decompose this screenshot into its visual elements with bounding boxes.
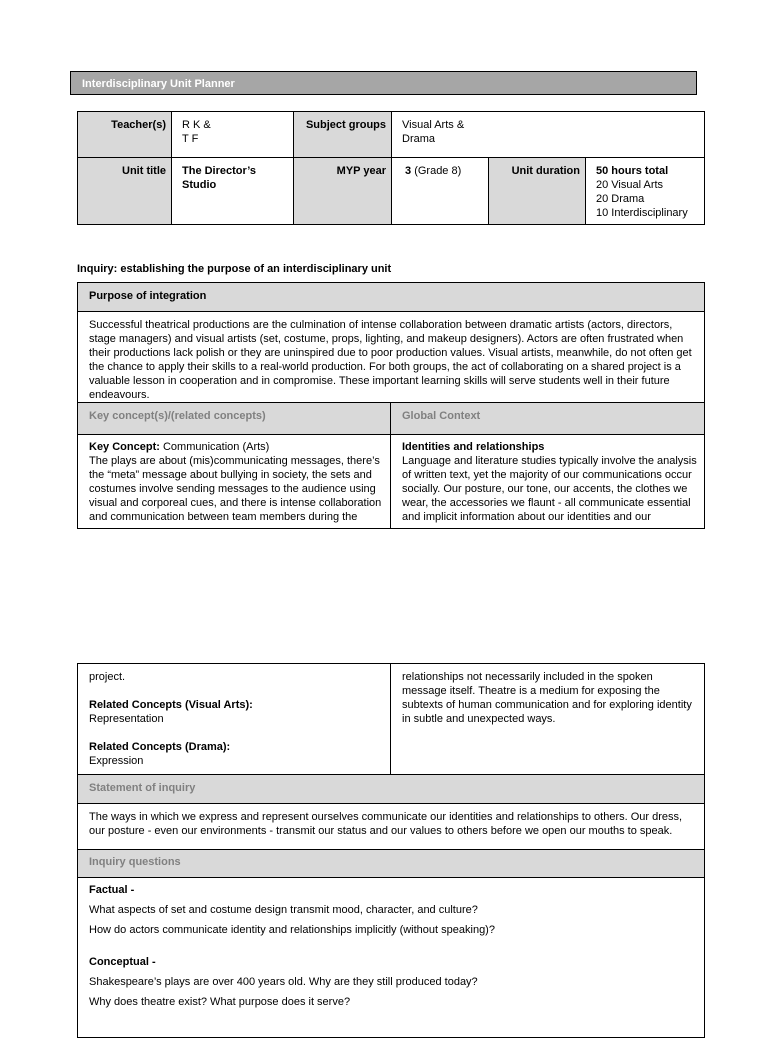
factual-label: Factual - — [89, 884, 135, 896]
duration-line: 20 Drama — [596, 193, 645, 205]
factual-question: What aspects of set and costume design transmit mood, character, and culture? — [89, 904, 478, 916]
teacher-value — [172, 112, 294, 158]
subject-line: Drama — [402, 133, 436, 145]
myp-grade: (Grade 8) — [414, 165, 462, 177]
teacher-line: T F — [182, 133, 199, 145]
conceptual-question: Shakespeare’s plays are over 400 years old. Why are they still produced today? — [89, 976, 478, 988]
duration-line: 20 Visual Arts — [596, 179, 664, 191]
statement-of-inquiry-text: The ways in which we express and represent ourselves communicate our identities and relationships to others. Our dress, our posture - even our environments - transmit our status and our values to others before we open our mouths to speak. — [78, 804, 705, 850]
related-concepts-visual-value: Representation — [89, 713, 164, 725]
unit-title-label: Unit title — [78, 158, 172, 225]
global-context-text: Language and literature studies typically involve the analysis of written text, yet the majority of our communications occur socially. Our posture, our tone, our accents, the clothes we wear, the accessories we flaunt - all communicate essential and implicit information about our identities and our — [402, 455, 697, 523]
teacher-label: Teacher(s) — [78, 112, 172, 158]
duration-total: 50 hours total — [596, 165, 669, 177]
global-context-text-continued: relationships not necessarily included in the spoken message itself. Theatre is a medium for exposing the subtexts of human communication and for exploring identity in subtle and unexpected ways. — [402, 671, 692, 725]
purpose-of-integration-label: Purpose of integration — [78, 283, 705, 312]
conceptual-question: Why does theatre exist? What purpose does it serve? — [89, 996, 351, 1008]
unit-duration-value — [586, 158, 705, 225]
conceptual-label: Conceptual - — [89, 956, 156, 968]
related-concepts-drama-value: Expression — [89, 755, 144, 767]
myp-year-label: MYP year — [294, 158, 392, 225]
unit-info-table — [77, 111, 705, 225]
inquiry-table-part2 — [77, 663, 705, 1038]
unit-title-line: Studio — [182, 179, 217, 191]
factual-question: How do actors communicate identity and relationships implicitly (without speaking)? — [89, 924, 495, 936]
global-context-cell-continued — [391, 664, 705, 775]
global-context-label: Global Context — [391, 403, 705, 435]
unit-duration-label: Unit duration — [489, 158, 586, 225]
key-concept-text: The plays are about (mis)communicating messages, there’s the “meta” message about bullying in society, the sets and costumes involve sending messages to the audience using visual and corporeal cues, and there is intense collaboration and communication between team members during the — [89, 455, 382, 523]
key-concept-cell-continued — [78, 664, 391, 775]
subject-groups-value — [392, 112, 705, 158]
key-concepts-label: Key concept(s)/(related concepts) — [78, 403, 391, 435]
global-context-title: Identities and relationships — [402, 441, 545, 453]
inquiry-table-part1 — [77, 282, 705, 529]
inquiry-questions-label: Inquiry questions — [78, 850, 705, 878]
key-concept-line — [89, 440, 385, 454]
inquiry-questions-cell — [78, 878, 705, 1038]
subject-groups-label: Subject groups — [294, 112, 392, 158]
key-concept-prefix: Key Concept: — [89, 441, 160, 453]
statement-of-inquiry-label: Statement of inquiry — [78, 775, 705, 804]
teacher-line: R K & — [182, 119, 211, 131]
unit-planner-title: Interdisciplinary Unit Planner — [70, 71, 697, 95]
myp-year-number: 3 — [405, 165, 412, 177]
unit-title-line: The Director’s — [182, 165, 256, 177]
subject-line: Visual Arts & — [402, 119, 465, 131]
duration-line: 10 Interdisciplinary — [596, 207, 688, 219]
key-concept-name: Communication (Arts) — [162, 441, 270, 453]
related-concepts-drama-label: Related Concepts (Drama): — [89, 741, 231, 753]
key-concept-cell — [78, 435, 391, 529]
key-concept-text-continued: project. — [89, 671, 126, 683]
unit-title-value — [172, 158, 294, 225]
purpose-text: Successful theatrical productions are the culmination of intense collaboration between dramatic artists (actors, directors, stage managers) and visual artists (set, costume, props, lighting, and makeup designers). Actors are often frustrated when their productions lack polish or they are uninspired due to poor production values. Visual artists, meanwhile, do not often get the chance to apply their skills to a real-world production. For both groups, the act of collaborating on a shared project is a valuable lesson in cooperation and in compromise. These important learning skills will serve students well in their future endeavours. — [78, 312, 705, 403]
myp-year-value — [392, 158, 489, 225]
inquiry-heading: Inquiry: establishing the purpose of an interdisciplinary unit — [77, 263, 392, 275]
global-context-cell — [391, 435, 705, 529]
related-concepts-visual-label: Related Concepts (Visual Arts): — [89, 699, 253, 711]
